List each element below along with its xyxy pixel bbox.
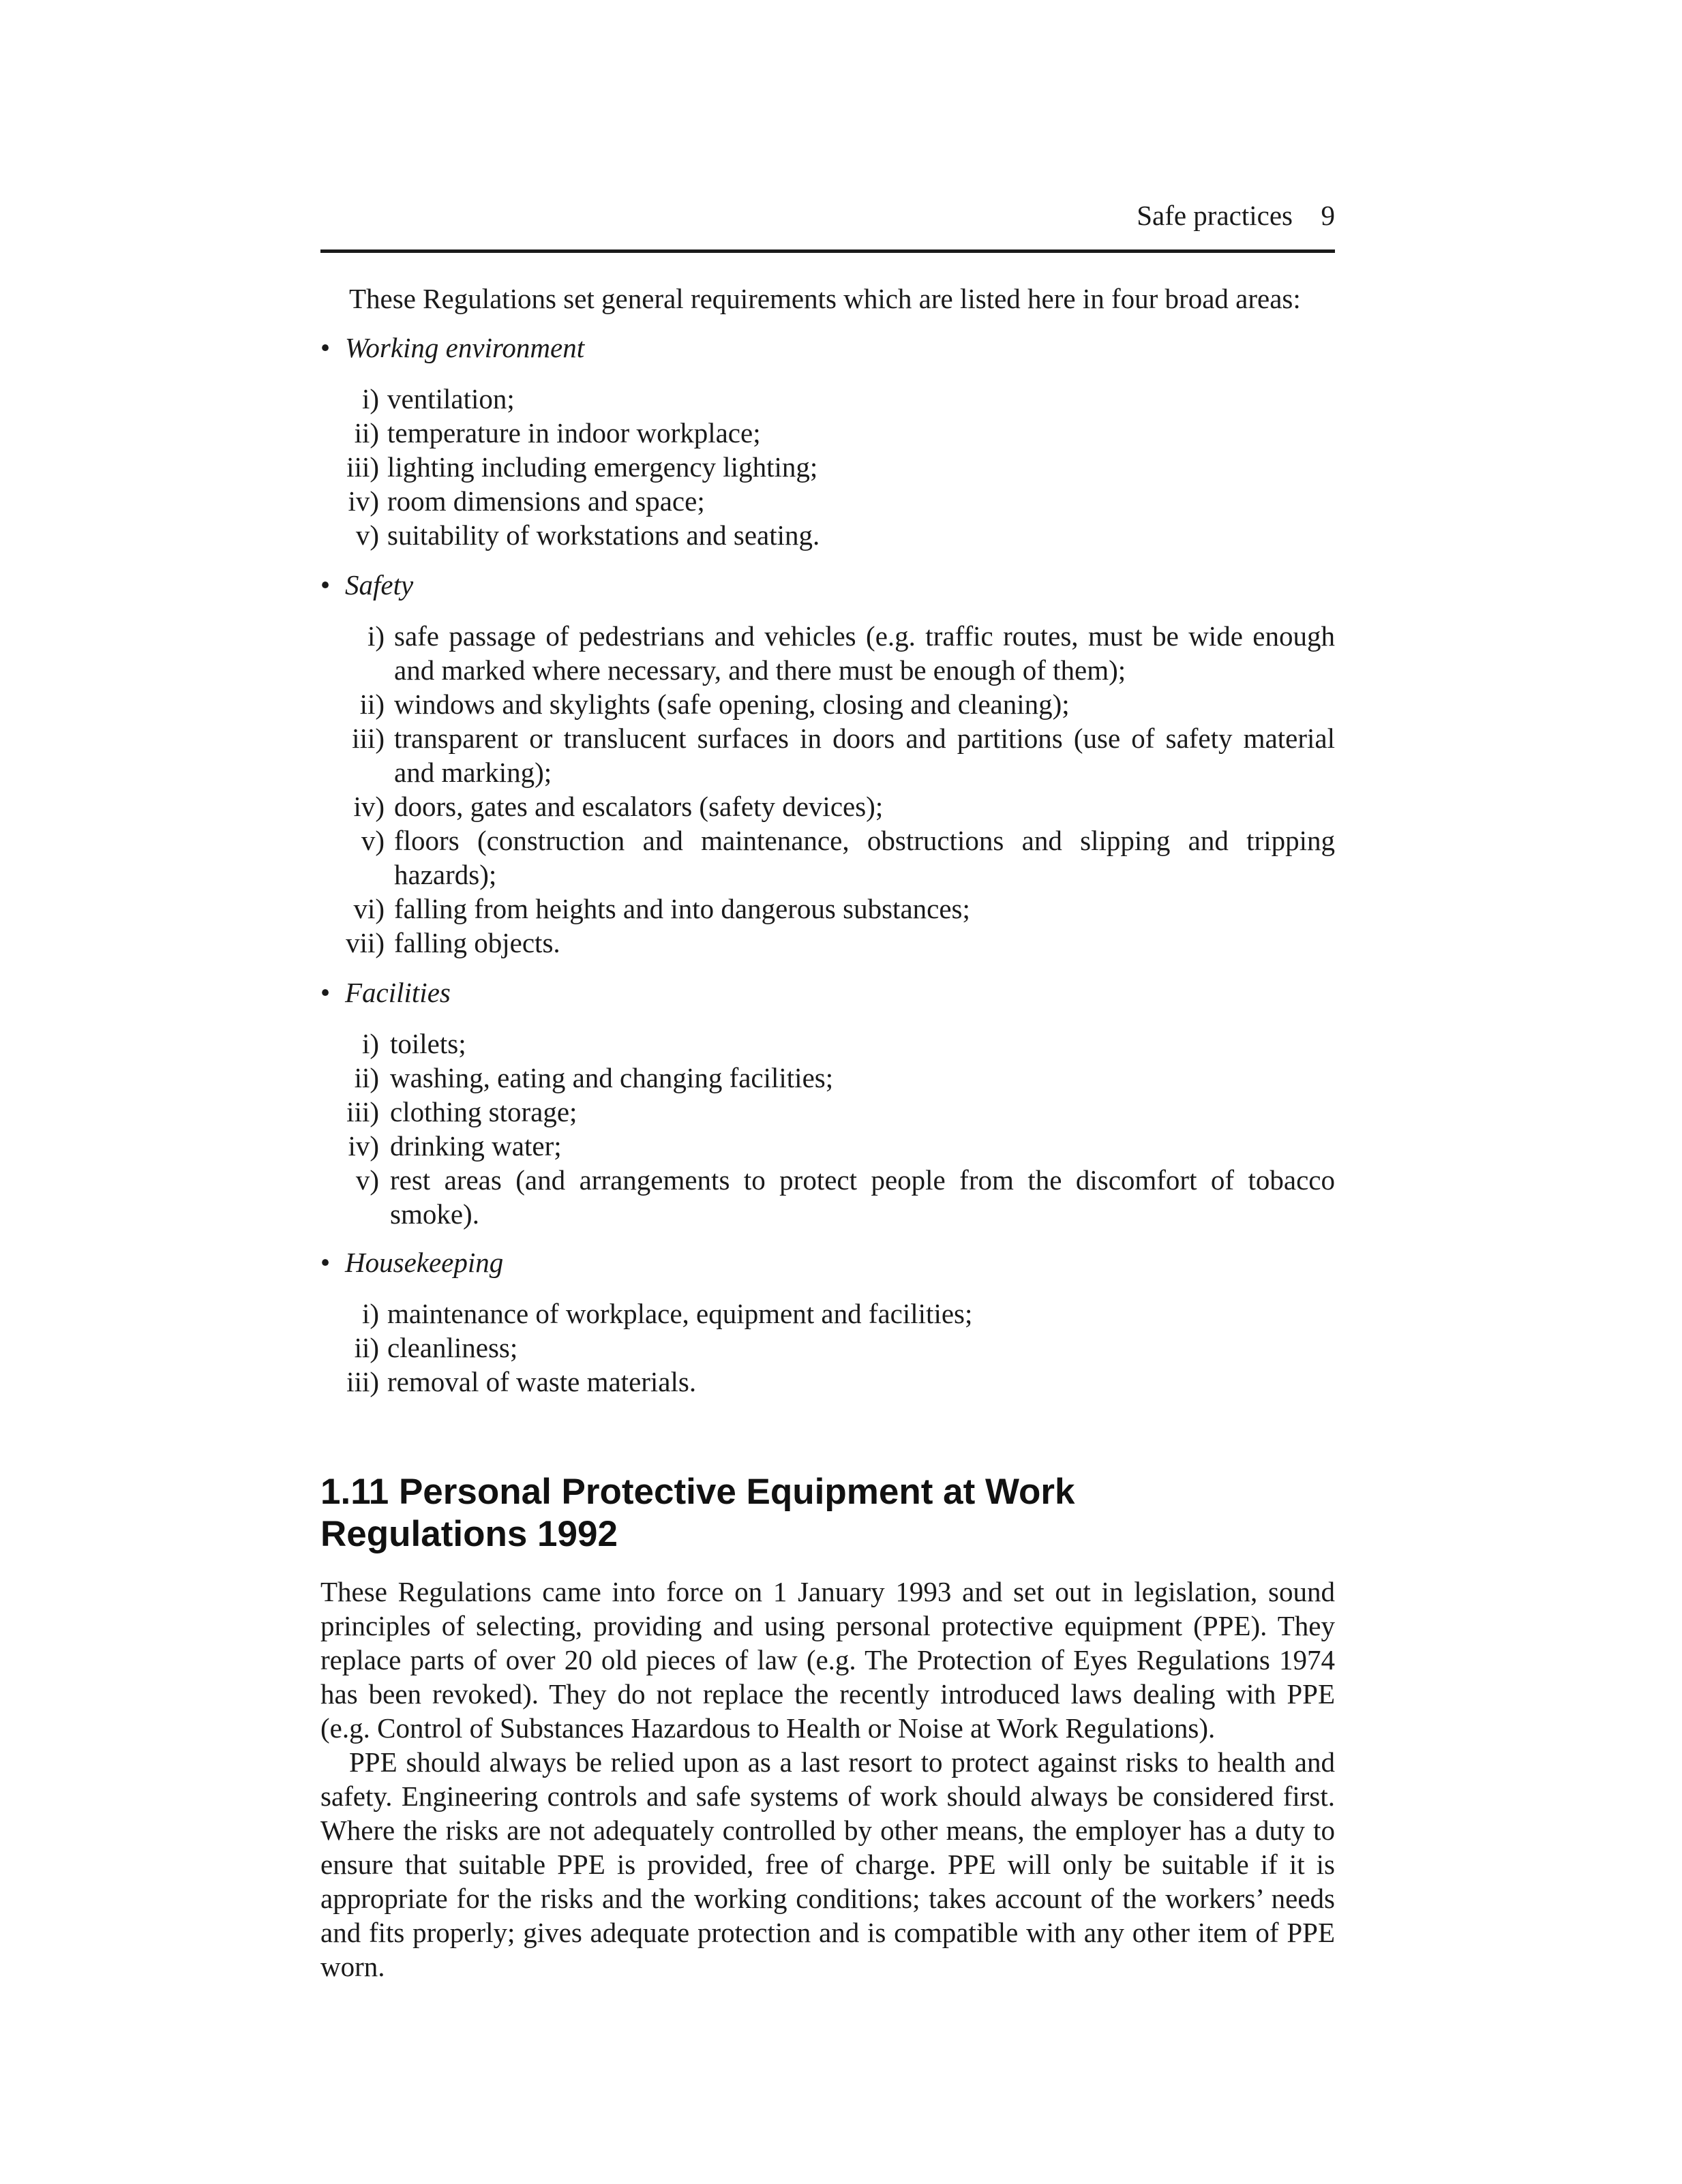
item-text: toilets; [390, 1028, 466, 1059]
item-text: floors (construction and maintenance, obstructions and slipping and tripping hazards); [394, 825, 1335, 890]
item-number: iii) [352, 723, 385, 754]
item-number: vii) [346, 927, 385, 958]
item-number: ii) [359, 688, 385, 720]
section-title: Working environment [345, 332, 585, 363]
item-text: washing, eating and changing facilities; [390, 1062, 834, 1093]
running-head [320, 195, 1335, 253]
item-number: ii) [354, 417, 379, 449]
running-head-title: Safe practices [1137, 200, 1293, 231]
page-number: 9 [1321, 200, 1335, 231]
item-number: i) [361, 383, 379, 414]
item-text: ventilation; [387, 383, 515, 414]
item-number: v) [361, 825, 385, 856]
item-number: vi) [353, 893, 385, 924]
item-number: ii) [354, 1332, 379, 1363]
item-text: falling objects. [394, 927, 560, 958]
item-text: windows and skylights (safe opening, closing and cleaning); [394, 688, 1070, 720]
section-title: Safety [345, 569, 414, 601]
item-number: iii) [346, 451, 379, 483]
item-text: falling from heights and into dangerous substances; [394, 893, 970, 924]
section-title: Housekeeping [345, 1247, 504, 1278]
item-text: rest areas (and arrangements to protect people from the discomfort of tobacco smoke). [390, 1164, 1335, 1230]
item-text: drinking water; [390, 1130, 562, 1162]
item-number: iii) [346, 1366, 379, 1397]
bullet-icon: • [320, 569, 331, 601]
item-number: iv) [348, 485, 379, 517]
item-text: suitability of workstations and seating. [387, 519, 820, 551]
item-text: removal of waste materials. [387, 1366, 697, 1397]
item-text: room dimensions and space; [387, 485, 705, 517]
item-number: ii) [354, 1062, 379, 1093]
item-number: v) [355, 1164, 379, 1196]
item-text: cleanliness; [387, 1332, 518, 1363]
item-text: lighting including emergency lighting; [387, 451, 818, 483]
item-text: doors, gates and escalators (safety devices); [394, 791, 884, 822]
bullet-icon: • [320, 332, 331, 363]
item-text: maintenance of workplace, equipment and facilities; [387, 1298, 973, 1329]
item-number: v) [355, 519, 379, 551]
item-number: i) [361, 1028, 379, 1059]
body-paragraph: PPE should always be relied upon as a last resort to protect against risks to health and safety. Engineering controls and safe systems of work should always be considered first. Where the risks are not adequately controlled by other means, the employer has a duty to ensure that suitable PPE is provided, free of charge. PPE will only be suitable if it is appropriate for the risks and the working conditions; takes account of the workers’ needs and fits properly; gives adequate protection and is compatible with any other item of PPE worn. [320, 1746, 1335, 1982]
item-number: iv) [353, 791, 385, 822]
item-text: temperature in indoor workplace; [387, 417, 761, 449]
item-number: iii) [346, 1096, 379, 1127]
section-heading: 1.11 Personal Protective Equipment at Work Regulations 1992 [320, 1472, 1075, 1554]
body-paragraph: These Regulations came into force on 1 January 1993 and set out in legislation, sound principles of selecting, providing and using personal protective equipment (PPE). They replace parts of over 20 old pieces of law (e.g. The Protection of Eyes Regulations 1974 has been revoked). They do not replace the recently introduced laws dealing with PPE (e.g. Control of Substances Hazardous to Health or Noise at Work Regulations). [320, 1576, 1335, 1744]
item-text: clothing storage; [390, 1096, 577, 1127]
item-number: i) [367, 620, 385, 652]
item-number: i) [361, 1298, 379, 1329]
bullet-icon: • [320, 1247, 331, 1278]
bullet-icon: • [320, 977, 331, 1008]
item-text: transparent or translucent surfaces in doors and partitions (use of safety material and marking); [394, 723, 1335, 788]
item-number: iv) [348, 1130, 379, 1162]
intro-paragraph: These Regulations set general requirements which are listed here in four broad areas: [349, 283, 1301, 314]
section-title: Facilities [345, 977, 451, 1008]
item-text: safe passage of pedestrians and vehicles (e.g. traffic routes, must be wide enough and marked where necessary, and there must be enough of them); [394, 620, 1335, 686]
